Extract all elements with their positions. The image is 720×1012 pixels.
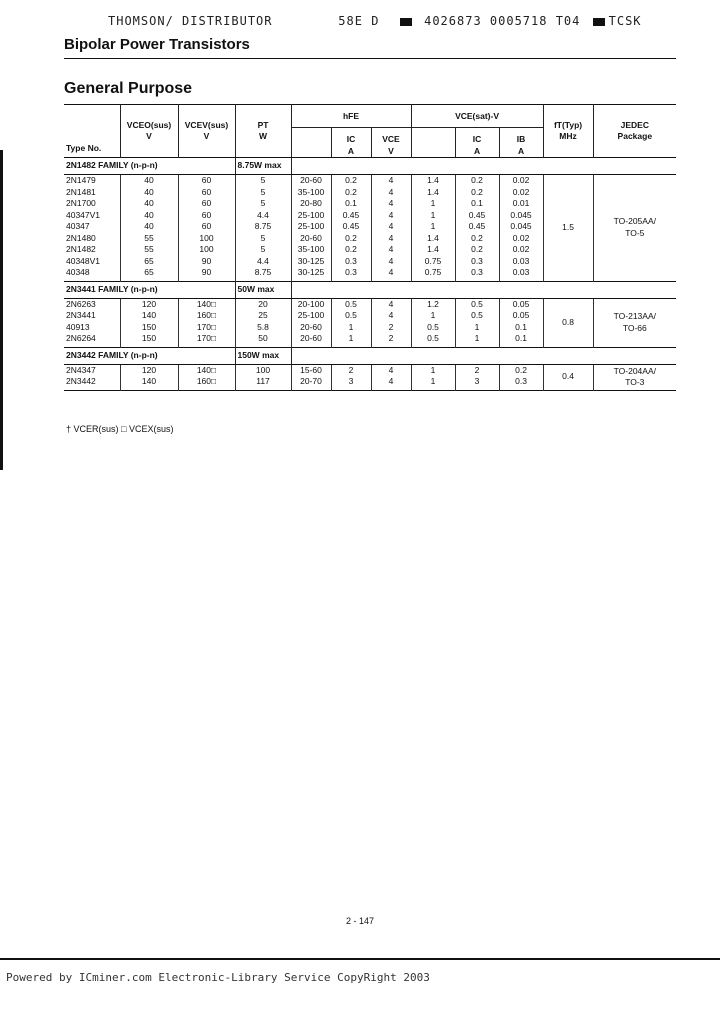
cell-vceo: 140 [120, 310, 178, 322]
cell-ft: 0.4 [543, 364, 593, 390]
cell-ic-sat: 0.3 [455, 267, 499, 281]
cell-vcesat: 1 [411, 198, 455, 210]
cell-ib-sat: 0.02 [499, 175, 543, 187]
cell-pt: 5 [235, 187, 291, 199]
family-header-row [64, 158, 676, 175]
cell-hfe: 35-100 [291, 244, 331, 256]
cell-pt: 117 [235, 376, 291, 390]
cell-type-no: 40913 [64, 322, 120, 334]
cell-hfe: 30-125 [291, 256, 331, 268]
cell-type-no: 2N3441 [64, 310, 120, 322]
header-code2: 4026873 0005718 T04 [424, 14, 581, 28]
cell-vcev: 90 [178, 256, 235, 268]
cell-ic: 2 [331, 364, 371, 376]
title-rule [64, 58, 676, 59]
cell-vcesat: 0.5 [411, 322, 455, 334]
col-jedec: JEDEC Package [593, 105, 676, 158]
cell-vceo: 140 [120, 376, 178, 390]
family-header-row [64, 347, 676, 364]
col-hfe-group [291, 105, 411, 158]
cell-ib-sat: 0.03 [499, 267, 543, 281]
col-ft: fT(Typ) MHz [543, 105, 593, 158]
table-body [64, 158, 676, 391]
cell-vce: 4 [371, 233, 411, 245]
subsection-title: General Purpose [64, 80, 193, 97]
cell-ic-sat: 0.5 [455, 310, 499, 322]
cell-vceo: 40 [120, 198, 178, 210]
col-vcev: VCEV(sus) V [178, 105, 235, 158]
header-code1: 58E D [338, 14, 380, 28]
col-hfe: hFE [292, 105, 411, 128]
cell-pt: 5 [235, 175, 291, 187]
col-ic-sat: IC A [455, 128, 499, 157]
cell-pt: 25 [235, 310, 291, 322]
cell-type-no: 40348V1 [64, 256, 120, 268]
cell-vcesat: 1.4 [411, 175, 455, 187]
cell-vce: 2 [371, 333, 411, 347]
cell-hfe: 20-60 [291, 233, 331, 245]
cell-vceo: 150 [120, 322, 178, 334]
cell-type-no: 2N1482 [64, 244, 120, 256]
cell-hfe: 20-60 [291, 322, 331, 334]
family-spacer [291, 281, 676, 298]
cell-pt: 100 [235, 364, 291, 376]
table-row [64, 175, 676, 187]
family-name: 2N3441 FAMILY (n-p-n) [64, 281, 235, 298]
cell-ic: 0.2 [331, 187, 371, 199]
cell-ib-sat: 0.045 [499, 210, 543, 222]
cell-hfe: 20-100 [291, 298, 331, 310]
cell-vce: 4 [371, 256, 411, 268]
cell-pt: 4.4 [235, 256, 291, 268]
cell-vcev: 60 [178, 187, 235, 199]
cell-ic: 0.5 [331, 310, 371, 322]
cell-vcev: 140□ [178, 364, 235, 376]
header-distributor: THOMSON/ DISTRIBUTOR [108, 14, 273, 28]
header-block-mark [593, 18, 605, 26]
header-block-mark [400, 18, 412, 26]
col-vce: VCE V [371, 128, 411, 157]
cell-vcesat: 0.5 [411, 333, 455, 347]
cell-vce: 4 [371, 376, 411, 390]
cell-pt: 5 [235, 198, 291, 210]
cell-ic: 0.45 [331, 210, 371, 222]
col-vcesat-value [412, 128, 455, 157]
family-power-max: 8.75W max [235, 158, 291, 175]
cell-vceo: 40 [120, 221, 178, 233]
cell-pt: 50 [235, 333, 291, 347]
cell-pt: 8.75 [235, 221, 291, 233]
page-number: 2 - 147 [346, 916, 375, 926]
table-header-row [64, 105, 676, 158]
cell-ib-sat: 0.01 [499, 198, 543, 210]
cell-ib-sat: 0.03 [499, 256, 543, 268]
cell-ib-sat: 0.02 [499, 187, 543, 199]
cell-ic-sat: 0.2 [455, 233, 499, 245]
cell-hfe: 30-125 [291, 267, 331, 281]
cell-hfe: 35-100 [291, 187, 331, 199]
cell-vcesat: 1.4 [411, 233, 455, 245]
cell-ib-sat: 0.02 [499, 233, 543, 245]
cell-ic-sat: 0.5 [455, 298, 499, 310]
family-spacer [291, 347, 676, 364]
cell-vcev: 60 [178, 210, 235, 222]
cell-hfe: 20-70 [291, 376, 331, 390]
scan-header [108, 14, 642, 28]
cell-ib-sat: 0.05 [499, 298, 543, 310]
cell-ic-sat: 0.45 [455, 210, 499, 222]
cell-hfe: 25-100 [291, 221, 331, 233]
family-name: 2N1482 FAMILY (n-p-n) [64, 158, 235, 175]
col-vcesat: VCE(sat)-V [412, 105, 543, 128]
cell-vce: 4 [371, 244, 411, 256]
cell-ic: 1 [331, 333, 371, 347]
cell-vceo: 40 [120, 175, 178, 187]
col-ib-sat: IB A [499, 128, 543, 157]
cell-vcesat: 1 [411, 221, 455, 233]
cell-vcev: 170□ [178, 322, 235, 334]
section-title: Bipolar Power Transistors [64, 36, 250, 53]
cell-vce: 4 [371, 198, 411, 210]
cell-pt: 5 [235, 233, 291, 245]
cell-ic-sat: 2 [455, 364, 499, 376]
cell-vcev: 60 [178, 221, 235, 233]
cell-vcev: 90 [178, 267, 235, 281]
cell-ic-sat: 1 [455, 322, 499, 334]
cell-jedec: TO-204AA/ TO-3 [593, 364, 676, 390]
cell-hfe: 25-100 [291, 210, 331, 222]
cell-hfe: 15-60 [291, 364, 331, 376]
header-code3: TCSK [608, 14, 642, 28]
scan-edge [0, 150, 3, 470]
cell-vcev: 60 [178, 175, 235, 187]
transistor-table [64, 104, 676, 391]
cell-vcev: 140□ [178, 298, 235, 310]
cell-vcesat: 1 [411, 364, 455, 376]
cell-type-no: 40347V1 [64, 210, 120, 222]
cell-vce: 4 [371, 221, 411, 233]
cell-ic: 1 [331, 322, 371, 334]
cell-vcev: 100 [178, 244, 235, 256]
cell-vcesat: 1 [411, 376, 455, 390]
cell-ft: 1.5 [543, 175, 593, 282]
cell-type-no: 2N1479 [64, 175, 120, 187]
cell-ic-sat: 0.2 [455, 175, 499, 187]
cell-ib-sat: 0.045 [499, 221, 543, 233]
cell-ib-sat: 0.02 [499, 244, 543, 256]
table-row [64, 298, 676, 310]
col-type: Type No. [64, 105, 120, 158]
cell-ic-sat: 0.1 [455, 198, 499, 210]
cell-vce: 4 [371, 267, 411, 281]
col-vcesat-group [411, 105, 543, 158]
cell-ib-sat: 0.3 [499, 376, 543, 390]
footer-credit: Powered by ICminer.com Electronic-Library Service CopyRight 2003 [6, 971, 430, 984]
cell-hfe: 20-60 [291, 175, 331, 187]
cell-ft: 0.8 [543, 298, 593, 347]
family-header-row [64, 281, 676, 298]
cell-hfe: 20-60 [291, 333, 331, 347]
cell-vce: 4 [371, 364, 411, 376]
cell-vceo: 40 [120, 210, 178, 222]
table-end-rule [64, 390, 676, 391]
cell-type-no: 2N6264 [64, 333, 120, 347]
col-ic: IC A [331, 128, 371, 157]
cell-vcesat: 0.75 [411, 256, 455, 268]
cell-vcev: 170□ [178, 333, 235, 347]
cell-vcev: 160□ [178, 376, 235, 390]
cell-ic-sat: 3 [455, 376, 499, 390]
cell-hfe: 25-100 [291, 310, 331, 322]
cell-type-no: 2N4347 [64, 364, 120, 376]
cell-type-no: 2N1700 [64, 198, 120, 210]
cell-vcesat: 1.4 [411, 187, 455, 199]
cell-vcev: 60 [178, 198, 235, 210]
col-hfe-range [292, 128, 331, 157]
cell-vcev: 160□ [178, 310, 235, 322]
cell-pt: 20 [235, 298, 291, 310]
col-pt: PT W [235, 105, 291, 158]
cell-vce: 4 [371, 310, 411, 322]
cell-vcesat: 1.2 [411, 298, 455, 310]
cell-vce: 2 [371, 322, 411, 334]
col-vceo: VCEO(sus) V [120, 105, 178, 158]
cell-ic: 0.5 [331, 298, 371, 310]
cell-vce: 4 [371, 210, 411, 222]
family-spacer [291, 158, 676, 175]
cell-ic: 0.2 [331, 244, 371, 256]
cell-type-no: 2N1481 [64, 187, 120, 199]
cell-vceo: 40 [120, 187, 178, 199]
cell-jedec: TO-205AA/ TO-5 [593, 175, 676, 282]
cell-type-no: 2N1480 [64, 233, 120, 245]
cell-ib-sat: 0.05 [499, 310, 543, 322]
cell-pt: 4.4 [235, 210, 291, 222]
cell-vceo: 120 [120, 364, 178, 376]
cell-jedec: TO-213AA/ TO-66 [593, 298, 676, 347]
cell-ic-sat: 0.2 [455, 244, 499, 256]
cell-vcesat: 1 [411, 310, 455, 322]
cell-pt: 5 [235, 244, 291, 256]
cell-ic-sat: 0.3 [455, 256, 499, 268]
cell-type-no: 40348 [64, 267, 120, 281]
cell-vceo: 150 [120, 333, 178, 347]
footnote: † VCER(sus) □ VCEX(sus) [66, 424, 174, 434]
cell-vceo: 55 [120, 244, 178, 256]
cell-vce: 4 [371, 298, 411, 310]
cell-ic: 3 [331, 376, 371, 390]
cell-vce: 4 [371, 187, 411, 199]
cell-type-no: 2N3442 [64, 376, 120, 390]
cell-ib-sat: 0.2 [499, 364, 543, 376]
cell-ib-sat: 0.1 [499, 322, 543, 334]
cell-vceo: 120 [120, 298, 178, 310]
cell-vce: 4 [371, 175, 411, 187]
cell-ic: 0.3 [331, 267, 371, 281]
cell-pt: 5.8 [235, 322, 291, 334]
cell-hfe: 20-80 [291, 198, 331, 210]
cell-vceo: 55 [120, 233, 178, 245]
footer-rule [0, 958, 720, 960]
cell-vcesat: 1 [411, 210, 455, 222]
cell-ic: 0.1 [331, 198, 371, 210]
cell-vcev: 100 [178, 233, 235, 245]
family-power-max: 50W max [235, 281, 291, 298]
cell-ic: 0.2 [331, 175, 371, 187]
cell-ib-sat: 0.1 [499, 333, 543, 347]
cell-ic: 0.45 [331, 221, 371, 233]
cell-type-no: 40347 [64, 221, 120, 233]
family-power-max: 150W max [235, 347, 291, 364]
cell-vcesat: 0.75 [411, 267, 455, 281]
family-name: 2N3442 FAMILY (n-p-n) [64, 347, 235, 364]
cell-ic-sat: 0.45 [455, 221, 499, 233]
cell-ic-sat: 0.2 [455, 187, 499, 199]
cell-vcesat: 1.4 [411, 244, 455, 256]
cell-type-no: 2N6263 [64, 298, 120, 310]
table-row [64, 364, 676, 376]
cell-vceo: 65 [120, 256, 178, 268]
cell-pt: 8.75 [235, 267, 291, 281]
cell-ic-sat: 1 [455, 333, 499, 347]
cell-ic: 0.3 [331, 256, 371, 268]
cell-ic: 0.2 [331, 233, 371, 245]
cell-vceo: 65 [120, 267, 178, 281]
